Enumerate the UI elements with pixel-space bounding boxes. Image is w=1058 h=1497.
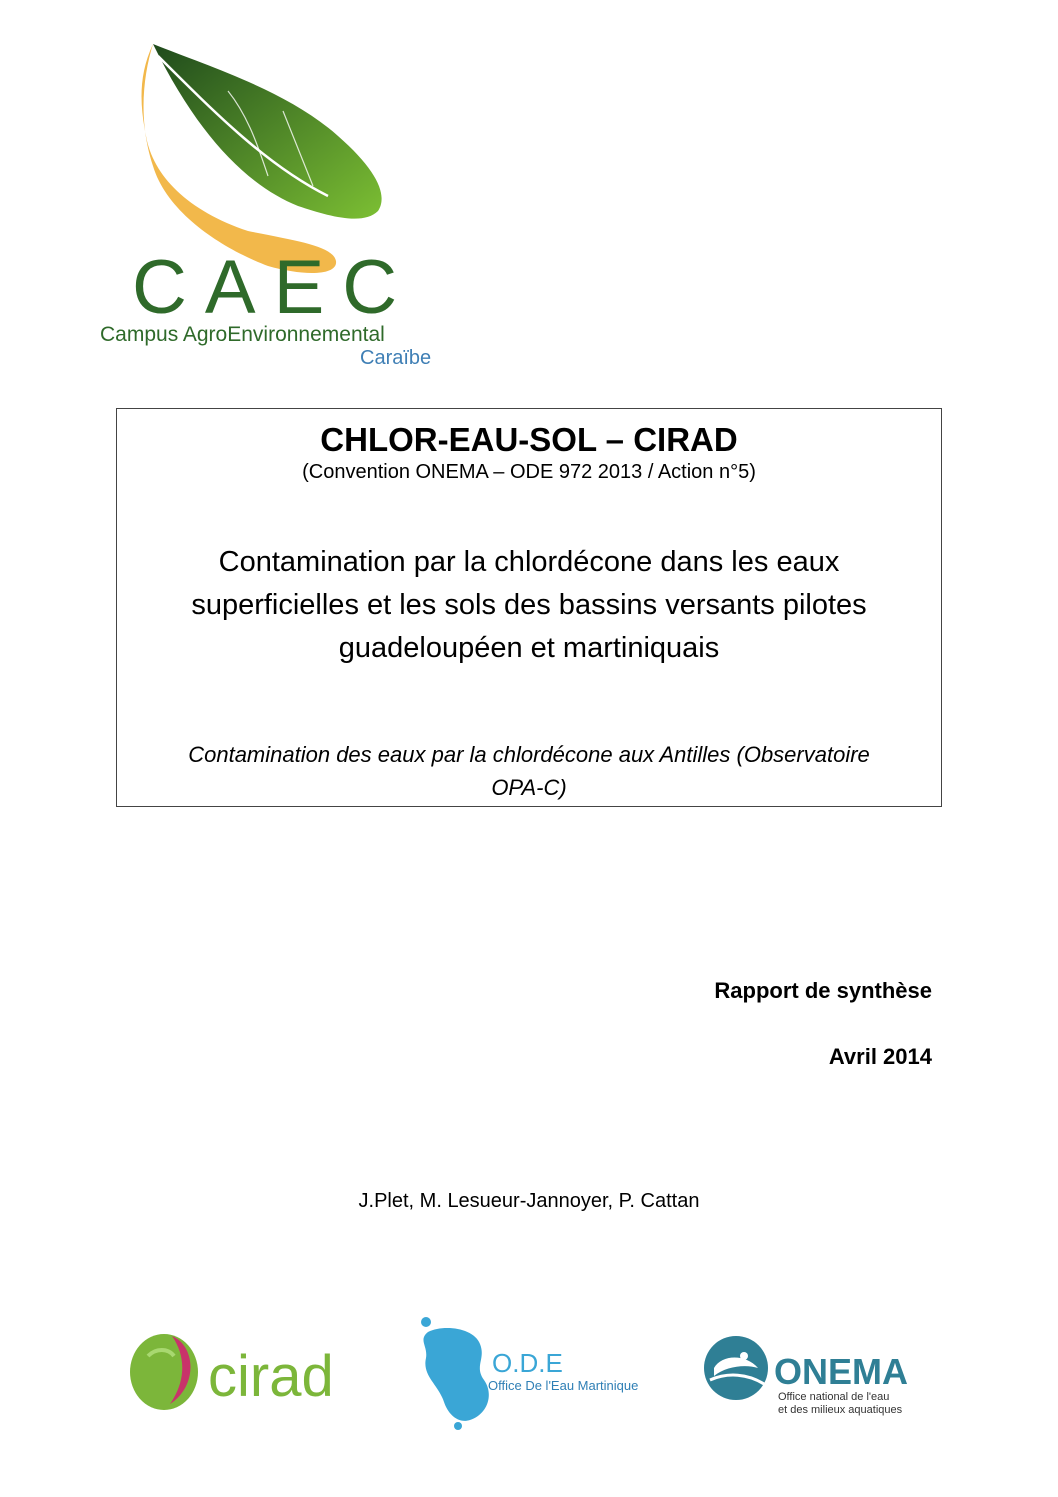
title-box [116, 408, 942, 807]
italic-subtitle [127, 738, 931, 804]
onema-wordmark: ONEMA [774, 1351, 908, 1392]
authors: J.Plet, M. Lesueur-Jannoyer, P. Cattan [358, 1190, 700, 1212]
cirad-wordmark: cirad [208, 1344, 334, 1409]
subtitle-line: Contamination par la chlordécone dans les eaux [218, 546, 840, 578]
ode-logo [414, 1314, 650, 1432]
main-title: CHLOR-EAU-SOL – CIRAD [320, 421, 738, 458]
ode-acronym: O.D.E [492, 1348, 563, 1378]
italic-subtitle-line: Contamination des eaux par la chlordécone aux Antilles (Observatoire [188, 742, 870, 767]
subtitle-line: superficielles et les sols des bassins versants pilotes [191, 589, 867, 621]
caec-letters: CAEC [132, 245, 416, 330]
caec-logo [98, 36, 446, 372]
italic-subtitle-line: OPA-C) [491, 775, 567, 800]
onema-line2: et des milieux aquatiques [778, 1404, 903, 1416]
subtitle [137, 541, 921, 670]
report-type: Rapport de synthèse [714, 978, 932, 1003]
report-date: Avril 2014 [828, 1044, 932, 1069]
subtitle-line: guadeloupéen et martiniquais [338, 632, 720, 664]
caec-name: Campus AgroEnvironnemental [100, 323, 385, 346]
onema-line1: Office national de l'eau [778, 1391, 890, 1403]
leaf-green-shape [153, 44, 382, 219]
cirad-logo [126, 1326, 344, 1414]
convention-line: (Convention ONEMA – ODE 972 2013 / Action n°5) [302, 461, 756, 483]
caec-region: Caraïbe [360, 347, 432, 369]
ode-fullname: Office De l'Eau Martinique [488, 1378, 639, 1393]
onema-logo [700, 1324, 926, 1420]
